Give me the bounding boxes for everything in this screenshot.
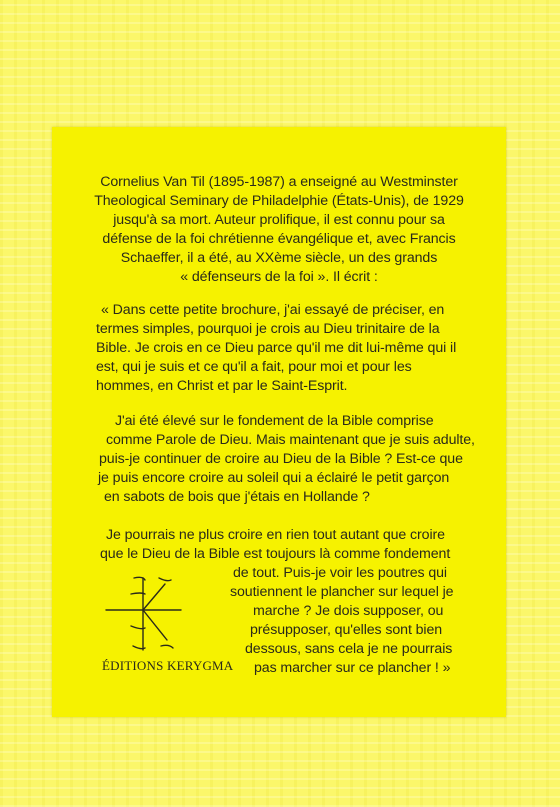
quote-line: de tout. Puis-je voir les poutres qui bbox=[233, 565, 447, 581]
bio-line: Cornelius Van Til (1895-1987) a enseigné au Westminster bbox=[100, 174, 458, 190]
publisher-logo-icon bbox=[101, 574, 187, 654]
bio-line: « défenseurs de la foi ». Il écrit : bbox=[180, 269, 378, 285]
quote-line: hommes, en Christ et par le Saint-Esprit. bbox=[96, 378, 348, 394]
bio-line: Schaeffer, il a été, au XXème siècle, un des grands bbox=[120, 250, 438, 266]
quote-line: dessous, sans cela je ne pourrais bbox=[245, 641, 453, 657]
quote-line: je puis encore croire au soleil qui a éclairé le petit garçon bbox=[98, 470, 450, 486]
quote-line: pas marcher sur ce plancher ! » bbox=[254, 660, 451, 676]
quote-line: puis-je continuer de croire au Dieu de la Bible ? Est-ce que bbox=[99, 451, 463, 467]
quote-line: termes simples, pourquoi je crois au Dieu trinitaire de la bbox=[96, 321, 440, 337]
bio-line: Theological Seminary de Philadelphie (États-Unis), de 1929 bbox=[94, 193, 464, 209]
quote-line: « Dans cette petite brochure, j'ai essayé de préciser, en bbox=[101, 302, 445, 318]
quote-line: comme Parole de Dieu. Mais maintenant que je suis adulte, bbox=[106, 432, 475, 448]
quote-line: est, qui je suis et ce qu'il a fait, pour moi et pour les bbox=[96, 359, 412, 375]
quote-line: en sabots de bois que j'étais en Hollande ? bbox=[104, 489, 370, 505]
quote-line: marche ? Je dois supposer, ou bbox=[253, 603, 444, 619]
quote-line: soutiennent le plancher sur lequel je bbox=[230, 584, 454, 600]
quote-line: présupposer, qu'elles sont bien bbox=[250, 622, 443, 638]
back-cover-panel bbox=[52, 127, 506, 717]
bio-line: jusqu'à sa mort. Auteur prolifique, il est connu pour sa bbox=[113, 212, 445, 228]
quote-line: Je pourrais ne plus croire en rien tout autant que croire bbox=[106, 527, 445, 543]
quote-line: que le Dieu de la Bible est toujours là comme fondement bbox=[100, 546, 451, 562]
quote-line: Bible. Je crois en ce Dieu parce qu'il me dit lui-même qui il bbox=[96, 340, 457, 356]
quote-line: J'ai été élevé sur le fondement de la Bible comprise bbox=[115, 413, 434, 429]
publisher-name: ÉDITIONS KERYGMA bbox=[102, 658, 234, 673]
bio-line: défense de la foi chrétienne évangélique et, avec Francis bbox=[102, 231, 456, 247]
